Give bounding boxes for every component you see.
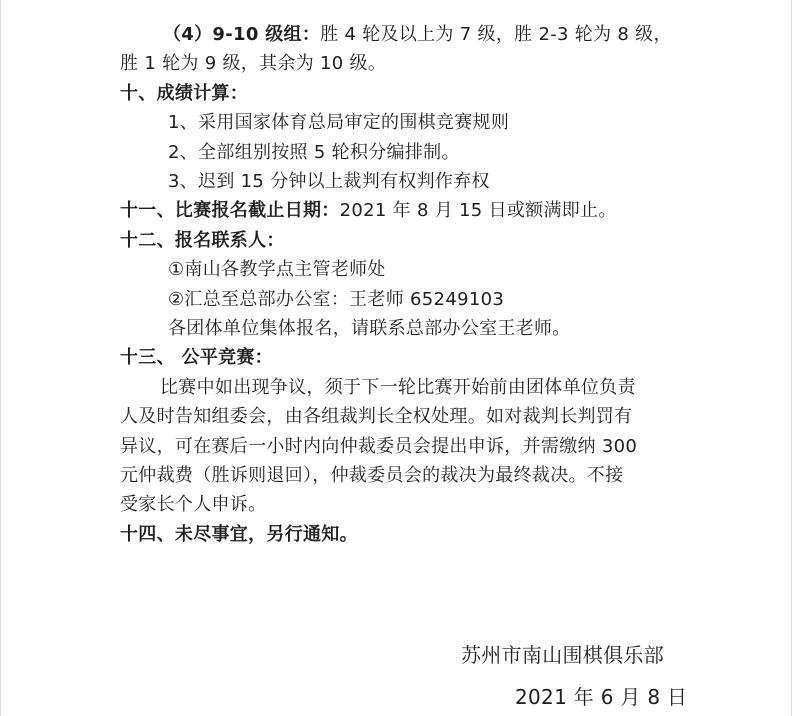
section-10-item-1: 1、采用国家体育总局审定的围棋竞赛规则	[168, 112, 510, 133]
group-9-10-text-1: 胜 4 轮及以上为 7 级，胜 2-3 轮为 8 级，	[320, 24, 672, 45]
group-9-10-line	[163, 20, 672, 50]
section-13-para-line-2: 人及时告知组委会，由各组裁判长全权处理。如对裁判长判罚有	[120, 406, 633, 427]
section-12-line-2: ②汇总至总部办公室：王老师 65249103	[168, 289, 505, 310]
section-13-para-line-5: 受家长个人申诉。	[120, 494, 267, 515]
section-12-line-3: 各团体单位集体报名，请联系总部办公室王老师。	[168, 318, 571, 339]
group-9-10-label: （4）9-10 级组：	[163, 24, 321, 45]
section-11-heading: 十一、比赛报名截止日期：	[120, 200, 340, 221]
section-13-para-line-3: 异议，可在赛后一小时内向仲裁委员会提出申诉，并需缴纳 300	[120, 436, 638, 457]
section-10-item-2: 2、全部组别按照 5 轮积分编排制。	[168, 142, 460, 163]
group-9-10-text-2: 胜 1 轮为 9 级，其余为 10 级。	[120, 53, 387, 74]
section-12-heading: 十二、报名联系人：	[120, 230, 285, 251]
section-13-heading: 十三、 公平竞赛：	[120, 347, 273, 368]
signature-date: 2021 年 6 月 8 日	[515, 685, 688, 709]
section-13-para-line-1: 比赛中如出现争议，须于下一轮比赛开始前由团体单位负责	[160, 377, 636, 398]
section-14-heading: 十四、未尽事宜，另行通知。	[120, 524, 358, 545]
section-12-line-1: ①南山各教学点主管老师处	[168, 259, 386, 280]
signature-organization: 苏州市南山围棋俱乐部	[461, 643, 664, 667]
section-10-item-3: 3、迟到 15 分钟以上裁判有权判作弃权	[168, 171, 490, 192]
section-11-text: 2021 年 8 月 15 日或额满即止。	[339, 200, 617, 221]
section-11-line	[120, 196, 617, 226]
section-13-para-line-4: 元仲裁费（胜诉则退回），仲裁委员会的裁决为最终裁决。不接	[120, 465, 624, 486]
section-10-heading: 十、成绩计算：	[120, 83, 249, 104]
